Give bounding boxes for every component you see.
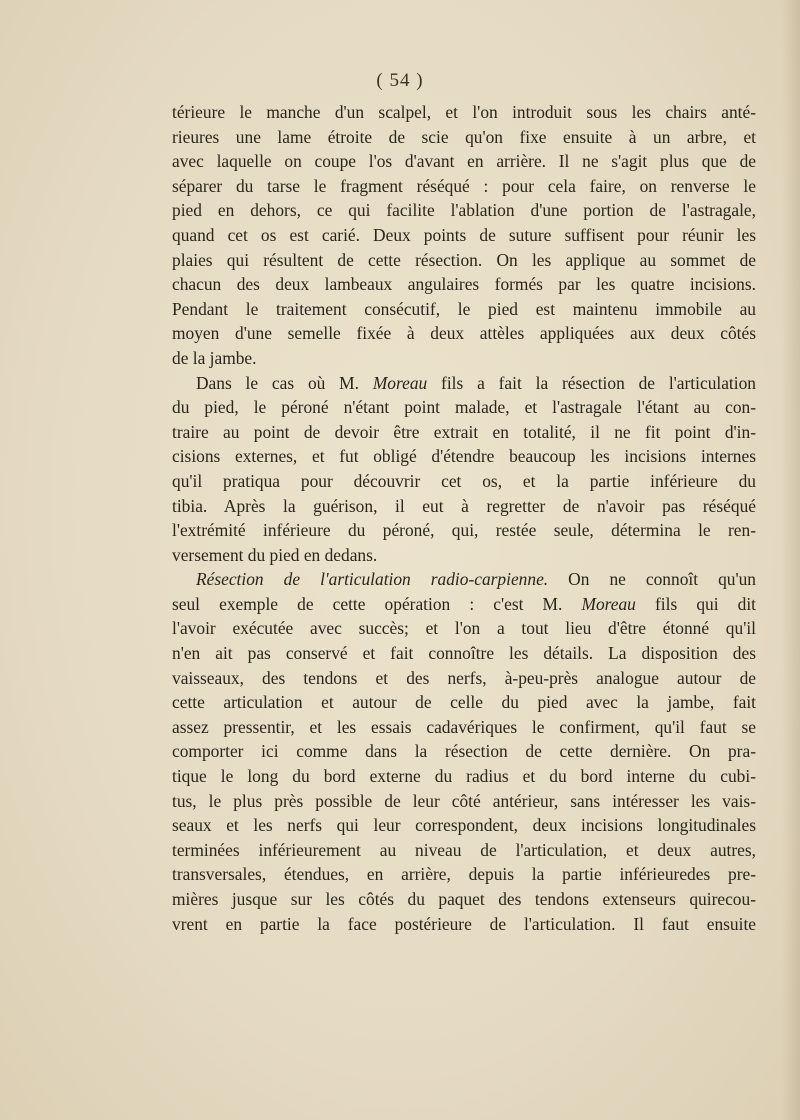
text-line: [172, 371, 756, 396]
page-number: ( 54 ): [376, 70, 424, 91]
text-line: vrent en partie la face postérieure de l'articulation. Il faut ensuite: [172, 913, 756, 934]
text-segment: fils a fait la résection de l'articulation: [427, 372, 756, 393]
text-line: seaux et les nerfs qui leur correspondent, deux incisions longitudinales: [172, 815, 756, 836]
text-line: cette articulation et autour de celle du pied avec la jambe, fait: [172, 692, 756, 713]
text-line: térieure le manche d'un scalpel, et l'on introduit sous les chairs anté-: [172, 102, 756, 122]
italic-segment: Résection de l'articulation radio-carpienne.: [196, 569, 549, 590]
text-line: tique le long du bord externe du radius et du bord interne du cubi-: [172, 766, 756, 787]
text-line: n'en ait pas conservé et fait connoître les détails. La disposition des: [172, 643, 756, 664]
text-line: tus, le plus près possible de leur côté antérieur, sans intéresser les vais-: [172, 790, 756, 811]
text-line: qu'il pratiqua pour découvrir cet os, et la partie inférieure du: [172, 470, 756, 491]
body-text: [172, 100, 756, 936]
text-line: du pied, le péroné n'étant point malade, et l'astragale l'étant au con-: [172, 397, 756, 418]
text-line: comporter ici comme dans la résection de cette dernière. On pra-: [172, 741, 756, 762]
text-segment: On ne connoît qu'un: [548, 569, 756, 590]
text-line: [172, 592, 756, 617]
text-line: terminées inférieurement au niveau de l'articulation, et deux autres,: [172, 839, 756, 860]
text-line: cisions externes, et fut obligé d'étendre beaucoup les incisions internes: [172, 446, 756, 467]
text-line: quand cet os est carié. Deux points de suture suffisent pour réunir les: [172, 224, 756, 245]
text-line: plaies qui résultent de cette résection. On les applique au sommet de: [172, 249, 756, 270]
text-line: [172, 567, 756, 592]
text-line: transversales, étendues, en arrière, depuis la partie inférieuredes pre-: [172, 864, 756, 885]
text-line: de la jambe.: [172, 347, 257, 368]
page-edge-shadow: [782, 0, 800, 1120]
text-segment: seul exemple de cette opération : c'est M.: [172, 593, 582, 614]
text-line: mières jusque sur les côtés du paquet des tendons extenseurs quirecou-: [172, 889, 756, 909]
text-line: séparer du tarse le fragment réséqué : pour cela faire, on renverse le: [172, 175, 756, 196]
text-line: avec laquelle on coupe l'os d'avant en arrière. Il ne s'agit plus que de: [172, 151, 756, 172]
text-line: versement du pied en dedans.: [172, 544, 378, 565]
text-line: assez pressentir, et les essais cadavériques le confirment, qu'il faut se: [172, 716, 756, 737]
text-line: rieures une lame étroite de scie qu'on fixe ensuite à un arbre, et: [172, 126, 756, 147]
text-line: pied en dehors, ce qui facilite l'ablation d'une portion de l'astragale,: [172, 200, 756, 221]
text-line: moyen d'une semelle fixée à deux attèles appliquées aux deux côtés: [172, 323, 756, 344]
text-line: traire au point de devoir être extrait en totalité, il ne fit point d'in-: [172, 421, 756, 442]
text-line: Pendant le traitement consécutif, le pied est maintenu immobile au: [172, 298, 756, 319]
text-line: tibia. Après la guérison, il eut à regretter de n'avoir pas réséqué: [172, 495, 756, 516]
text-line: l'extrémité inférieure du péroné, qui, restée seule, détermina le ren-: [172, 520, 756, 541]
text-segment: Dans le cas où M.: [196, 372, 373, 393]
text-line: vaisseaux, des tendons et des nerfs, à-peu-près analogue autour de: [172, 667, 756, 688]
text-line: l'avoir exécutée avec succès; et l'on a tout lieu d'être étonné qu'il: [172, 618, 756, 639]
text-line: chacun des deux lambeaux angulaires formés par les quatre incisions.: [172, 274, 756, 295]
italic-segment: Moreau: [581, 593, 636, 614]
text-segment: fils qui dit: [635, 593, 756, 614]
italic-segment: Moreau: [372, 372, 428, 393]
